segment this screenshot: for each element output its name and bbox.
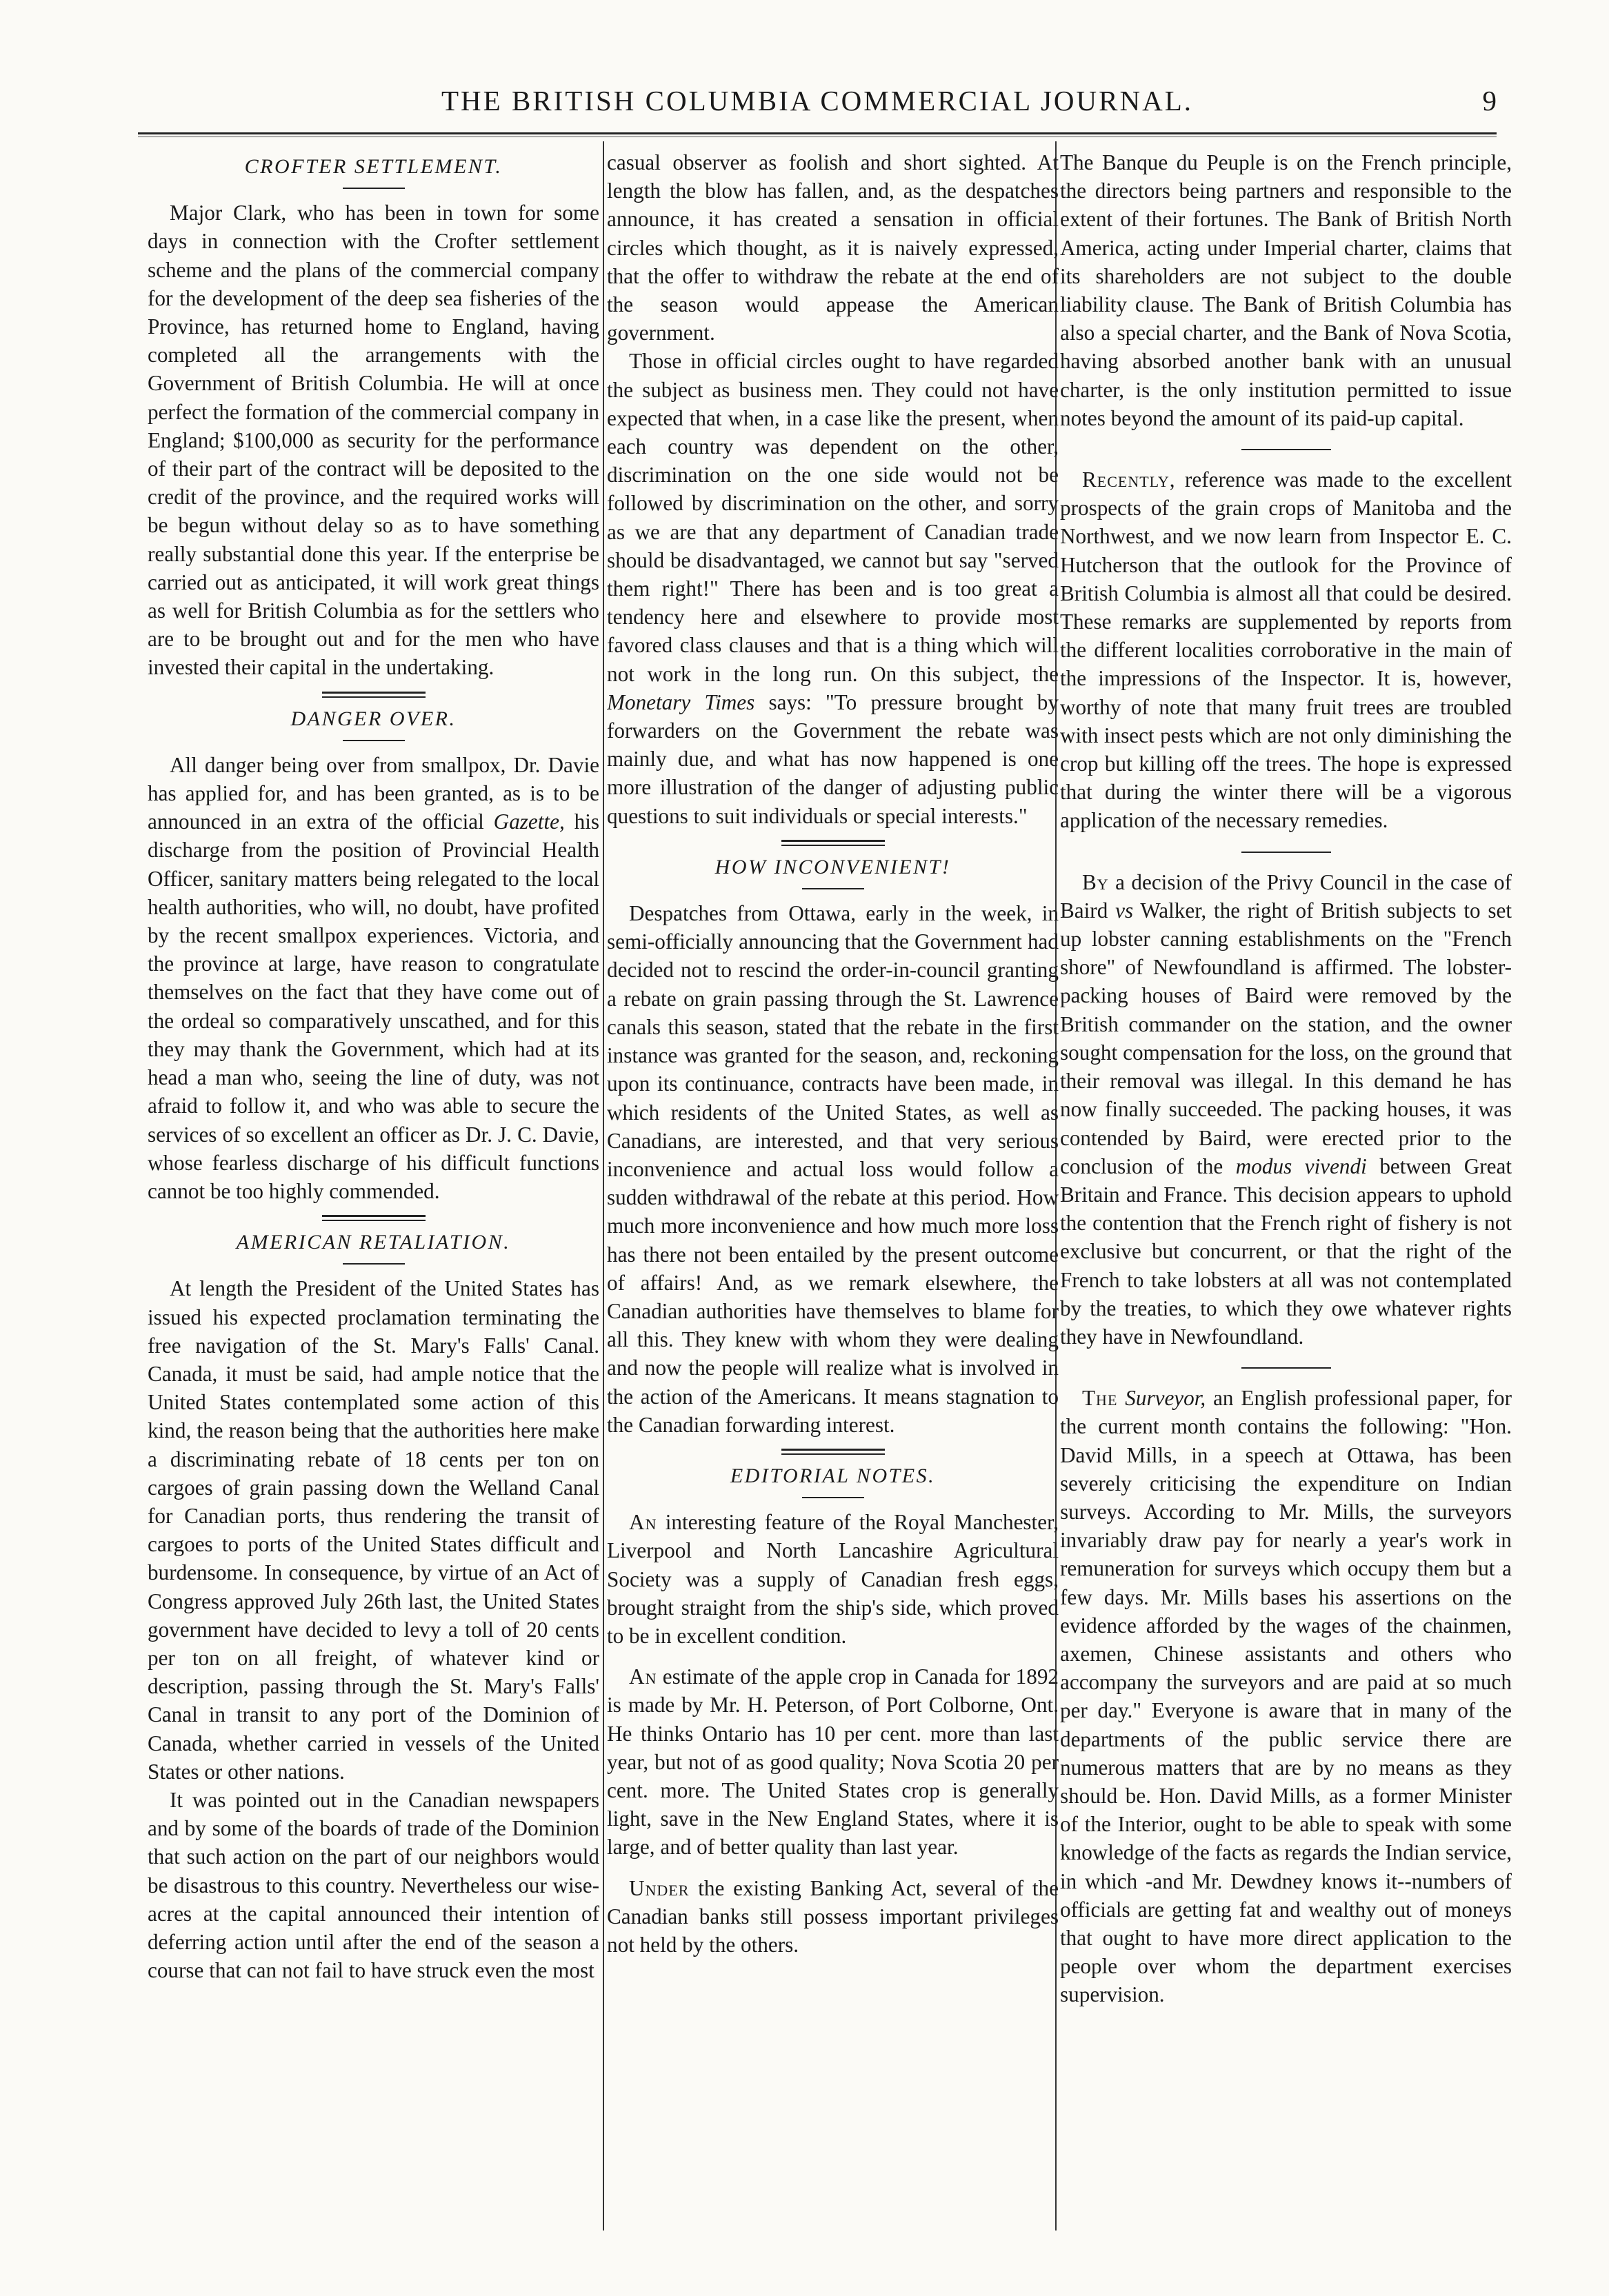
article-paragraph: Major Clark, who has been in town for some days in connection with the Crofter settlement scheme and the plans of the commercial company for the development of the deep sea fisheries of the Province, has returned home to England, having completed all the arrangements with the Government of British Columbia. He will at once perfect the formation of the commercial company in England; $100,000 as security for the performance of their part of the contract will be deposited to the credit of the province, and the required works will be begun without delay so as to have something really substantial done this year. If the enterprise be carried out as anticipated, it will work great things as well for British Columbia as for the settlers who are to be brought out and for the men who have invested their capital in the undertaking. [148,201,599,680]
column-rule-1 [603,141,604,2230]
page-number: 9 [1482,85,1497,117]
note-separator [1241,1367,1331,1369]
article-heading-danger-over: DANGER OVER. [290,707,457,730]
article-paragraph: At length the President of the United States has issued his expected proclamation terminating the free navigation of the St. Mary's Falls' Canal. Canada, it must be said, had ample notice that the United States contemplated some action of this kind, the reason being that the authorities here make a discriminating rebate of 18 cents per ton on cargoes of grain passing down the Welland Canal for Canadian ports, thus rendering the transit of cargoes to ports of the United States difficult and burdensome. In consequence, by virtue of an Act of Congress approved July 26th last, the United States government have decided to levy a toll of 20 cents per ton on all freight, of whatever kind or description, passing through the St. Mary's Falls' Canal in transit to any port of the Dominion of Canada, whether carried in vessels of the United States or other nations. [148,1276,599,1784]
column-1 [148,148,599,2230]
editorial-note: Under the existing Banking Act, several of the Canadian banks still possess important privileges not held by the others. [607,1875,1059,1957]
article-heading-how-inconvenient: HOW INCONVENIENT! [714,855,951,878]
section-divider [322,1215,426,1221]
page-header [138,84,1497,125]
editorial-note: Recently, reference was made to the excellent prospects of the grain crops of Manitoba and the Northwest, and we now learn from Inspector E. C. Hutcherson that the outlook for the Province of British Columbia is almost all that could be desired. These remarks are supplemented by reports from the different localities corroborative in the main of the impressions of the Inspector. It is, however, worthy of note that many fruit trees are troubled with insect pests which are not only diminishing the crop but killing off the trees. The hope is expressed that during the winter there will be a vigorous application of the necessary remedies. [1060,467,1512,833]
heading-rule [343,740,405,741]
article-heading-crofter: CROFTER SETTLEMENT. [244,155,503,178]
note-separator [1241,449,1331,450]
editorial-note: The Surveyor, an English professional paper, for the current month contains the following: "Hon. David Mills, in a speech at Ottawa, has been severely criticising the expenditure on Indian surveys. According to Mr. Mills, the surveyors invariably draw pay for nearly a year's work in remuneration for surveys which occupy them but a few days. Mr. Mills bases his assertions on the evidence afforded by the wages of the chainmen, axemen, Chinese assistants and others who accompany the surveyors and are paid at so much per day." Everyone is aware that in many of the departments of the public service there are numerous matters that are by no means as they should be. Hon. David Mills, as a former Minister of the Interior, ought to be able to speak with some knowledge of the facts as regards the Indian service, in which -and Mr. Dewdney knows it--numbers of officials are getting fat and wealthy out of moneys that ought to have more direct application to the people over whom the department exercises supervision. [1060,1386,1512,2007]
section-divider [322,692,426,698]
column-2 [607,148,1059,2230]
note-separator [1241,852,1331,853]
article-heading-american-retaliation: AMERICAN RETALIATION. [236,1231,511,1254]
article-heading-editorial-notes: EDITORIAL NOTES. [730,1464,936,1487]
heading-rule [802,888,864,889]
journal-title: THE BRITISH COLUMBIA COMMERCIAL JOURNAL. [441,85,1193,117]
heading-rule [802,1497,864,1498]
section-divider [781,840,885,846]
heading-rule [343,1263,405,1265]
article-paragraph: Despatches from Ottawa, early in the week, in semi-officially announcing that the Government had decided not to rescind the order-in-council granting a rebate on grain passing through the St. Lawrence canals this season, stated that the rebate in the first instance was granted for the season, and, reckoning upon its continuance, contracts have been made, in which residents of the United States, as well as Canadians, are interested, and that very serious inconvenience and actual loss would follow a sudden withdrawal of the rebate at this period. How much more inconvenience and how much more loss has there not been entailed by the present outcome of affairs! And, as we remark elsewhere, the Canadian authorities have themselves to blame for all this. They knew with whom they were dealing and now the people will realize what is involved in the action of the Americans. It means stagnation to the Canadian forwarding interest. [607,901,1059,1437]
header-rule [138,132,1497,137]
editorial-note: An interesting feature of the Royal Manchester, Liverpool and North Lancashire Agricultural Society was a supply of Canadian fresh eggs, brought straight from the ship's side, which proved to be in excellent condition. [607,1510,1059,1648]
article-paragraph: It was pointed out in the Canadian newspapers and by some of the boards of trade of the Dominion that such action on the part of our neighbors would be disastrous to this country. Nevertheless our wise-acres at the capital announced their intention of deferring action until after the end of the season a course that can not fail to have struck even the most [148,1787,599,1983]
heading-rule [343,188,405,189]
section-divider [781,1449,885,1455]
editorial-note: An estimate of the apple crop in Canada for 1892 is made by Mr. H. Peterson, of Port Colborne, Ont. He thinks Ontario has 10 per cent. more than last year, but not of as good quality; Nova Scotia 20 per cent. more. The United States crop is generally light, save in the New England States, where it is large, and of better quality than last year. [607,1664,1059,1860]
article-paragraph: Those in official circles ought to have regarded the subject as business men. They could not have expected that when, in a case like the present, when each country was dependent on the other, discrimination on the one side would not be followed by discrimination on the other, and sorry as we are that any department of Canadian trade should be disadvantaged, we cannot but say "served them right!" There has been and is too great a tendency here and elsewhere to provide most favored class clauses and that is a thing which will not work in the long run. On this subject, the Monetary Times says: "To pressure brought by forwarders on the Government the rebate was mainly due, and what has now happened is one more illustration of the danger of adjusting public questions to suit individuals or special interests." [607,349,1059,828]
article-paragraph: The Banque du Peuple is on the French principle, the directors being partners and responsible to the extent of their fortunes. The Bank of British North America, acting under Imperial charter, claims that its shareholders are not subject to the double liability clause. The Bank of British Columbia has also a special charter, and the Bank of Nova Scotia, having absorbed another bank with an unusual charter, is the only institution permitted to issue notes beyond the amount of its paid-up capital. [1060,150,1512,430]
article-paragraph: All danger being over from smallpox, Dr. Davie has applied for, and has been granted, as is to be announced in an extra of the official Gazette, his discharge from the position of Provincial Health Officer, sanitary matters being relegated to the local health authorities, who will, no doubt, have profited by the recent smallpox experiences. Victoria, and the province at large, have reason to congratulate themselves on the fact that they have come out of the ordeal so comparatively unscathed, and for this they may thank the Government, which had at its head a man who, seeing the line of duty, was not afraid to follow it, and who was able to secure the services of so excellent an officer as Dr. J. C. Davie, whose fearless discharge of his difficult functions cannot be too highly commended. [148,752,599,1203]
article-paragraph: casual observer as foolish and short sighted. At length the blow has fallen, and, as the despatches announce, it has created a sensation in official circles which thought, as it is naively expressed, that the offer to withdraw the rebate at the end of the season would appease the American government. [607,150,1059,345]
editorial-note: By a decision of the Privy Council in the case of Baird vs Walker, the right of British subjects to set up lobster canning establishments on the "French shore" of Newfoundland is affirmed. The lobster-packing houses of Baird were removed by the British commander on the station, and the owner sought compensation for the loss, on the ground that their removal was illegal. In this demand he has now finally succeeded. The packing houses, it was contended by Baird, were erected prior to the conclusion of the modus vivendi between Great Britain and France. This decision appears to uphold the contention that the French right of fishery is not exclusive but concurrent, or that the right of the French to take lobsters at all was not contemplated by the treaties, to which they owe whatever rights they have in Newfoundland. [1060,869,1512,1349]
column-3 [1060,148,1512,2230]
